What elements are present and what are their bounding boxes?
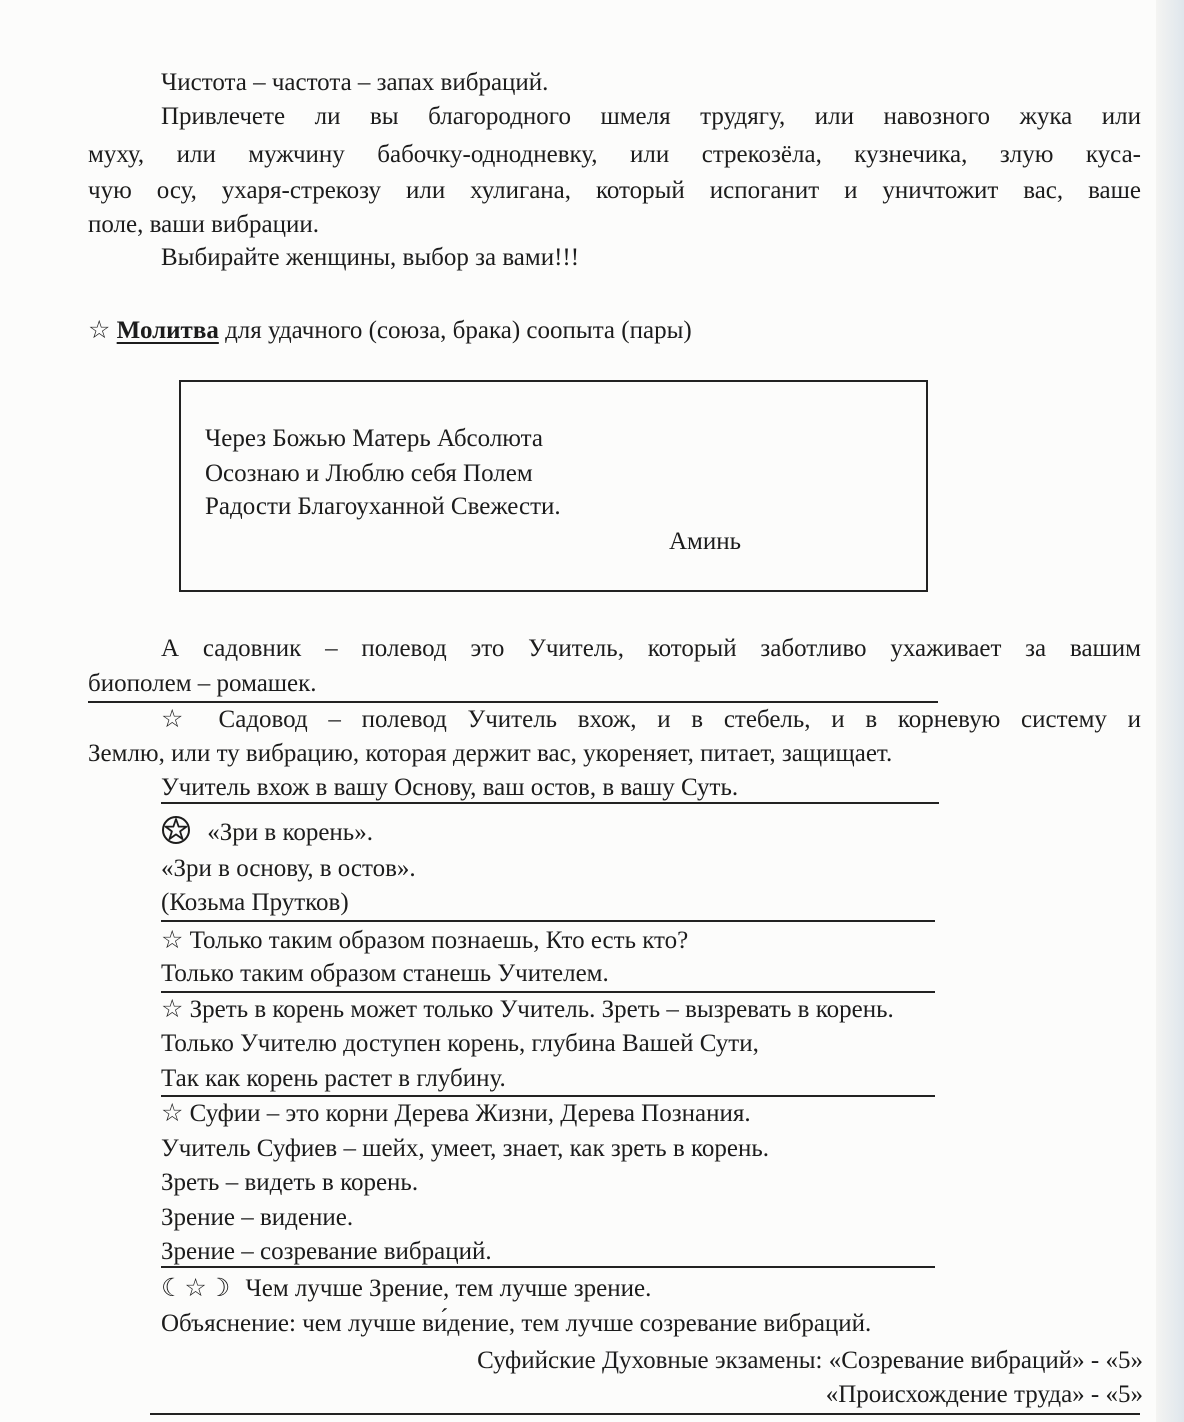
only-way-line: Только таким образом станешь Учителем.: [161, 960, 609, 987]
intro-line: Выбирайте женщины, выбор за вами!!!: [161, 244, 580, 271]
prayer-heading-rest: для удачного (союза, брака) соопыта (пары): [225, 317, 692, 344]
root-line: Так как корень растет в глубину.: [161, 1065, 506, 1092]
prayer-line: Осознаю и Люблю себя Полем: [205, 460, 533, 487]
quote-author: (Козьма Прутков): [161, 889, 349, 916]
paragraph-line: Привлечете ли вы благородного шмеля трудягу, или навозного жука или: [161, 103, 1141, 130]
exam-line: Суфийские Духовные экзамены: «Созревание вибраций» - «5»: [477, 1347, 1143, 1374]
only-way-line: ☆ Только таким образом познаешь, Кто есть кто?: [161, 927, 689, 954]
prayer-line: Через Божью Матерь Абсолюта: [205, 425, 543, 452]
sufi-line: Зрение – видение.: [161, 1204, 354, 1231]
prayer-heading-bold: Молитва: [116, 317, 219, 344]
prayer-amen: Аминь: [669, 528, 742, 555]
vision-text: Чем лучше Зрение, тем лучше зрение.: [245, 1275, 652, 1302]
sadovod-line: Учитель вхож в вашу Основу, ваш остов, в вашу Суть.: [161, 774, 739, 801]
prayer-line: Радости Благоуханной Свежести.: [205, 493, 561, 520]
divider-line: [161, 920, 935, 922]
root-line: ☆ Зреть в корень может только Учитель. Зреть – вызревать в корень.: [161, 996, 894, 1023]
divider-line: [161, 1266, 935, 1268]
page-edge: [1156, 0, 1184, 1422]
sufi-line: Зреть – видеть в корень.: [161, 1169, 419, 1196]
paragraph-line: муху, или мужчину бабочку-однодневку, или стрекозёла, кузнечика, злую куса-: [88, 141, 1141, 168]
vision-line: [161, 1272, 651, 1306]
sufi-line: Учитель Суфиев – шейх, умеет, знает, как зреть в корень.: [161, 1135, 770, 1162]
vision-line: Объяснение: чем лучше ви́дение, тем лучше созревание вибраций.: [161, 1310, 872, 1337]
gardener-line: А садовник – полевод это Учитель, который заботливо ухаживает за вашим: [161, 635, 1141, 662]
root-line: Только Учителю доступен корень, глубина Вашей Сути,: [161, 1030, 759, 1057]
bottom-rule: [150, 1413, 1140, 1415]
sadovod-line: Землю, или ту вибрацию, которая держит вас, укореняет, питает, защищает.: [88, 740, 893, 767]
sadovod-line: ☆ Садовод – полевод Учитель вхож, и в стебель, и в корневую систему и: [161, 706, 1141, 733]
quote-text: «Зри в корень».: [207, 819, 373, 846]
exam-line: «Происхождение труда» - «5»: [825, 1381, 1143, 1408]
paragraph-line: чую осу, ухаря-стрекозу или хулигана, который испоганит и уничтожит вас, ваше: [88, 177, 1141, 204]
sufi-line: Зрение – созревание вибраций.: [161, 1238, 492, 1265]
divider-line: [161, 802, 939, 804]
quote-line: «Зри в основу, в остов».: [161, 855, 416, 882]
prayer-heading: [88, 314, 692, 348]
gardener-line: биополем – ромашек.: [88, 670, 317, 697]
moon-star-icon: ☾☆☽: [161, 1275, 232, 1302]
paragraph-line: поле, ваши вибрации.: [88, 211, 319, 238]
star-marker: ☆: [88, 317, 111, 344]
intro-line: Чистота – частота – запах вибраций.: [161, 69, 549, 96]
star-in-circle-icon: [161, 815, 191, 845]
sufi-line: ☆ Суфии – это корни Дерева Жизни, Дерева Познания.: [161, 1100, 751, 1127]
quote-line: [161, 815, 373, 850]
